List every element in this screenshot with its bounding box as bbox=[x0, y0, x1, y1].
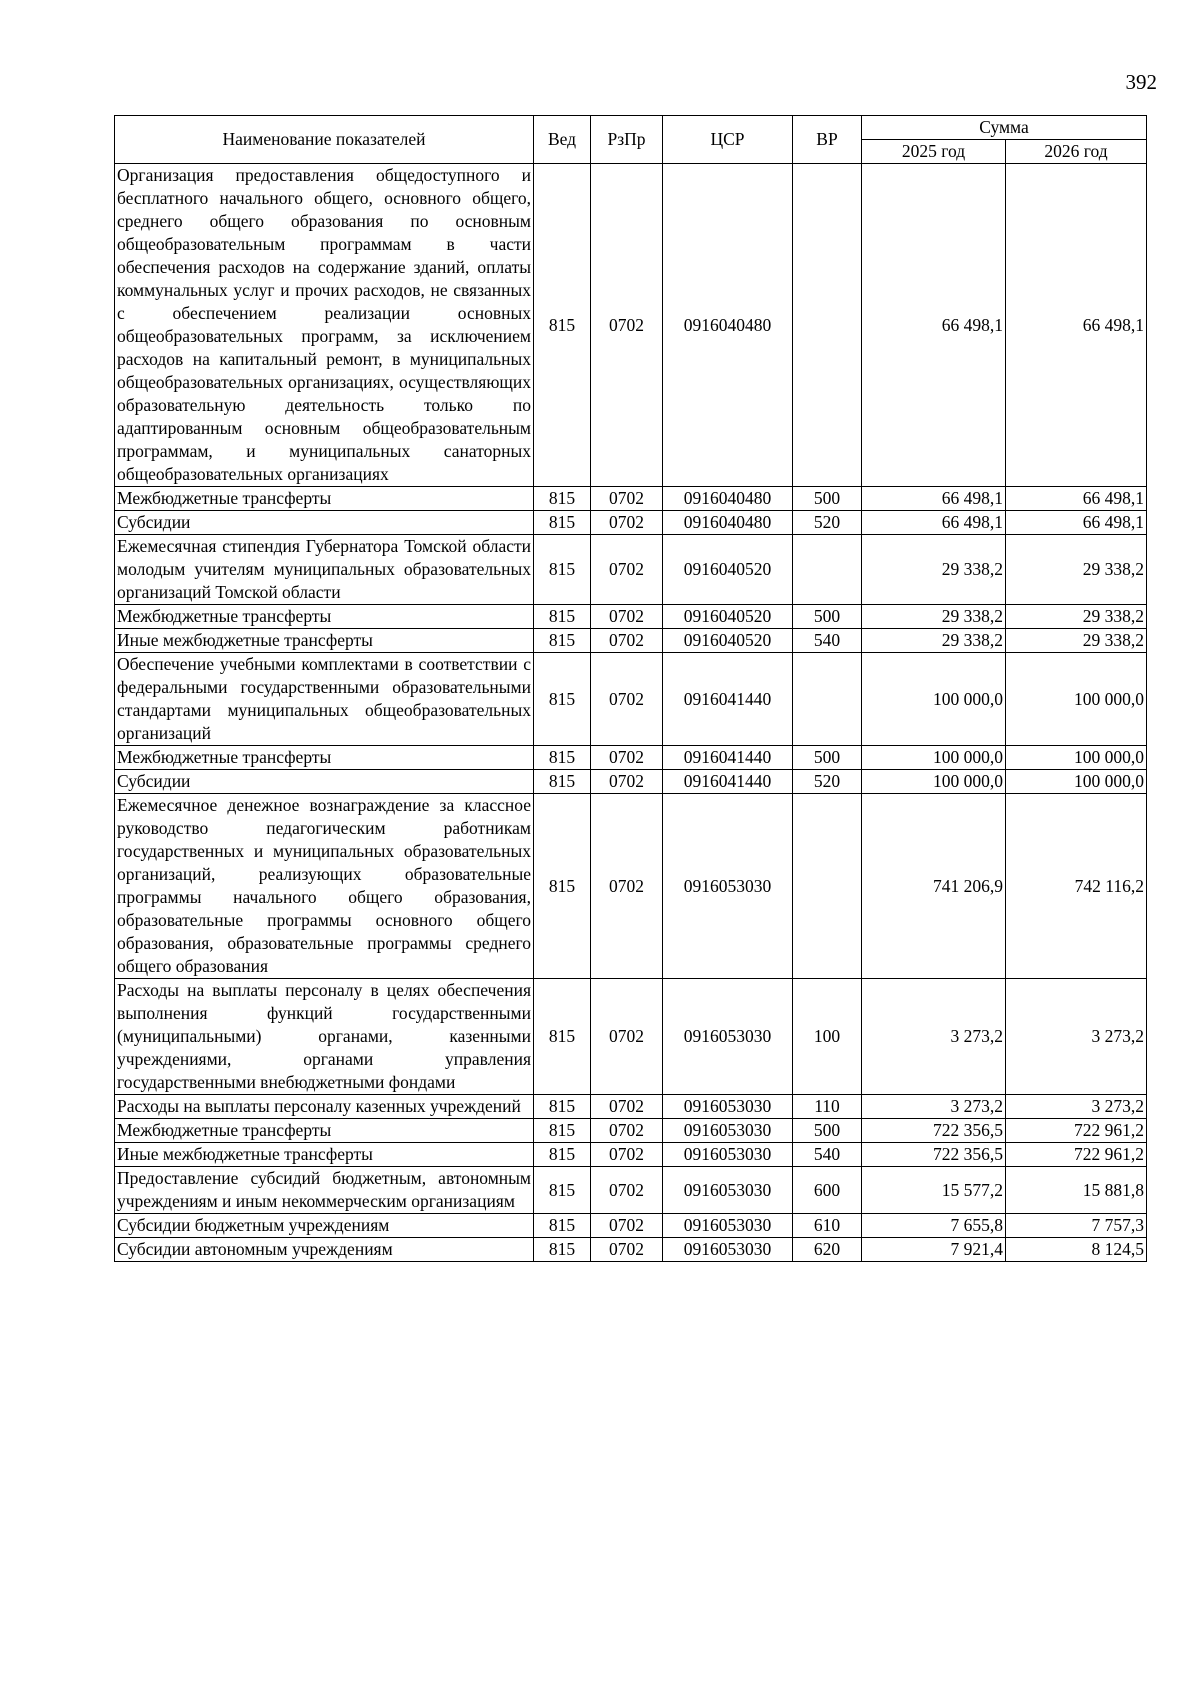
cell-csr: 0916053030 bbox=[663, 1095, 793, 1119]
cell-rzpr: 0702 bbox=[591, 1214, 663, 1238]
header-name: Наименование показателей bbox=[115, 116, 534, 164]
cell-vr: 620 bbox=[793, 1238, 862, 1262]
cell-rzpr: 0702 bbox=[591, 605, 663, 629]
cell-vr: 520 bbox=[793, 770, 862, 794]
cell-name: Межбюджетные трансферты bbox=[115, 746, 534, 770]
cell-name: Субсидии bbox=[115, 770, 534, 794]
table-row bbox=[115, 535, 1147, 605]
cell-vr: 540 bbox=[793, 1143, 862, 1167]
cell-rzpr: 0702 bbox=[591, 770, 663, 794]
cell-sum-2026: 8 124,5 bbox=[1006, 1238, 1147, 1262]
cell-ved: 815 bbox=[534, 770, 591, 794]
cell-csr: 0916053030 bbox=[663, 979, 793, 1095]
table-row bbox=[115, 653, 1147, 746]
cell-sum-2026: 100 000,0 bbox=[1006, 770, 1147, 794]
header-csr: ЦСР bbox=[663, 116, 793, 164]
cell-vr: 500 bbox=[793, 487, 862, 511]
cell-sum-2026: 29 338,2 bbox=[1006, 629, 1147, 653]
cell-sum-2026: 100 000,0 bbox=[1006, 653, 1147, 746]
cell-vr: 540 bbox=[793, 629, 862, 653]
cell-vr bbox=[793, 794, 862, 979]
table-row bbox=[115, 1167, 1147, 1214]
table-row bbox=[115, 511, 1147, 535]
cell-sum-2025: 100 000,0 bbox=[862, 770, 1006, 794]
cell-sum-2025: 7 921,4 bbox=[862, 1238, 1006, 1262]
cell-name: Межбюджетные трансферты bbox=[115, 487, 534, 511]
cell-name: Межбюджетные трансферты bbox=[115, 605, 534, 629]
cell-sum-2025: 15 577,2 bbox=[862, 1167, 1006, 1214]
cell-name: Иные межбюджетные трансферты bbox=[115, 1143, 534, 1167]
cell-rzpr: 0702 bbox=[591, 979, 663, 1095]
cell-sum-2025: 29 338,2 bbox=[862, 629, 1006, 653]
cell-vr: 110 bbox=[793, 1095, 862, 1119]
cell-sum-2026: 66 498,1 bbox=[1006, 487, 1147, 511]
cell-rzpr: 0702 bbox=[591, 746, 663, 770]
table-row bbox=[115, 629, 1147, 653]
table-row bbox=[115, 979, 1147, 1095]
table-row bbox=[115, 1238, 1147, 1262]
cell-vr: 500 bbox=[793, 1119, 862, 1143]
cell-csr: 0916053030 bbox=[663, 1167, 793, 1214]
cell-ved: 815 bbox=[534, 605, 591, 629]
header-year-2026: 2026 год bbox=[1006, 140, 1147, 164]
cell-sum-2025: 3 273,2 bbox=[862, 1095, 1006, 1119]
cell-name: Расходы на выплаты персоналу в целях обеспечения выполнения функций государственными (муниципальными) органами, казенными учреждениями, органами управления государственными внебюджетными фондами bbox=[115, 979, 534, 1095]
cell-sum-2025: 29 338,2 bbox=[862, 535, 1006, 605]
cell-sum-2025: 66 498,1 bbox=[862, 511, 1006, 535]
cell-ved: 815 bbox=[534, 979, 591, 1095]
cell-name: Организация предоставления общедоступного и бесплатного начального общего, основного общего, среднего общего образования по основным общеобразовательным программам в части обеспечения расходов на содержание зданий, оплаты коммунальных услуг и прочих расходов, не связанных с обеспечением реализации основных общеобразовательных программ, за исключением расходов на капитальный ремонт, в муниципальных общеобразовательных организациях, осуществляющих образовательную деятельность только по адаптированным основным общеобразовательным программам, и муниципальных санаторных общеобразовательных организациях bbox=[115, 164, 534, 487]
cell-name: Ежемесячное денежное вознаграждение за классное руководство педагогическим работникам государственных и муниципальных образовательных организаций, реализующих образовательные программы начального общего образования, образовательные программы основного общего образования, образовательные программы среднего общего образования bbox=[115, 794, 534, 979]
cell-csr: 0916040520 bbox=[663, 629, 793, 653]
cell-csr: 0916041440 bbox=[663, 770, 793, 794]
cell-sum-2026: 7 757,3 bbox=[1006, 1214, 1147, 1238]
cell-vr bbox=[793, 535, 862, 605]
cell-rzpr: 0702 bbox=[591, 794, 663, 979]
cell-ved: 815 bbox=[534, 1119, 591, 1143]
table-row bbox=[115, 1214, 1147, 1238]
cell-csr: 0916040520 bbox=[663, 605, 793, 629]
cell-sum-2025: 100 000,0 bbox=[862, 653, 1006, 746]
cell-rzpr: 0702 bbox=[591, 487, 663, 511]
budget-table bbox=[114, 115, 1147, 1262]
cell-ved: 815 bbox=[534, 535, 591, 605]
cell-sum-2025: 7 655,8 bbox=[862, 1214, 1006, 1238]
cell-csr: 0916053030 bbox=[663, 1238, 793, 1262]
cell-ved: 815 bbox=[534, 1095, 591, 1119]
cell-csr: 0916053030 bbox=[663, 1143, 793, 1167]
table-row bbox=[115, 794, 1147, 979]
cell-sum-2026: 722 961,2 bbox=[1006, 1119, 1147, 1143]
cell-sum-2025: 29 338,2 bbox=[862, 605, 1006, 629]
cell-csr: 0916053030 bbox=[663, 794, 793, 979]
header-ved: Вед bbox=[534, 116, 591, 164]
cell-csr: 0916040480 bbox=[663, 164, 793, 487]
cell-rzpr: 0702 bbox=[591, 1238, 663, 1262]
cell-name: Предоставление субсидий бюджетным, автономным учреждениям и иным некоммерческим организациям bbox=[115, 1167, 534, 1214]
cell-ved: 815 bbox=[534, 1167, 591, 1214]
cell-rzpr: 0702 bbox=[591, 1095, 663, 1119]
cell-vr: 520 bbox=[793, 511, 862, 535]
cell-ved: 815 bbox=[534, 164, 591, 487]
cell-sum-2026: 29 338,2 bbox=[1006, 535, 1147, 605]
cell-csr: 0916053030 bbox=[663, 1119, 793, 1143]
cell-rzpr: 0702 bbox=[591, 511, 663, 535]
cell-sum-2025: 722 356,5 bbox=[862, 1143, 1006, 1167]
cell-rzpr: 0702 bbox=[591, 1143, 663, 1167]
table-row bbox=[115, 605, 1147, 629]
cell-sum-2026: 3 273,2 bbox=[1006, 1095, 1147, 1119]
table-row bbox=[115, 1119, 1147, 1143]
cell-csr: 0916041440 bbox=[663, 746, 793, 770]
cell-name: Субсидии бюджетным учреждениям bbox=[115, 1214, 534, 1238]
page-number: 392 bbox=[1125, 70, 1157, 94]
cell-vr: 610 bbox=[793, 1214, 862, 1238]
cell-sum-2025: 3 273,2 bbox=[862, 979, 1006, 1095]
cell-csr: 0916053030 bbox=[663, 1214, 793, 1238]
cell-name: Ежемесячная стипендия Губернатора Томской области молодым учителям муниципальных образовательных организаций Томской области bbox=[115, 535, 534, 605]
cell-vr: 500 bbox=[793, 605, 862, 629]
cell-sum-2025: 66 498,1 bbox=[862, 487, 1006, 511]
cell-csr: 0916040480 bbox=[663, 487, 793, 511]
cell-name: Обеспечение учебными комплектами в соответствии с федеральными государственными образовательными стандартами муниципальных общеобразовательных организаций bbox=[115, 653, 534, 746]
cell-vr bbox=[793, 164, 862, 487]
cell-ved: 815 bbox=[534, 1238, 591, 1262]
table-row bbox=[115, 1143, 1147, 1167]
cell-sum-2025: 66 498,1 bbox=[862, 164, 1006, 487]
cell-vr bbox=[793, 653, 862, 746]
cell-rzpr: 0702 bbox=[591, 653, 663, 746]
cell-sum-2026: 66 498,1 bbox=[1006, 511, 1147, 535]
cell-name: Иные межбюджетные трансферты bbox=[115, 629, 534, 653]
cell-vr: 500 bbox=[793, 746, 862, 770]
cell-sum-2026: 742 116,2 bbox=[1006, 794, 1147, 979]
cell-ved: 815 bbox=[534, 794, 591, 979]
table-body bbox=[115, 164, 1147, 1262]
cell-vr: 600 bbox=[793, 1167, 862, 1214]
table-row bbox=[115, 164, 1147, 487]
header-rzpr: РзПр bbox=[591, 116, 663, 164]
cell-sum-2026: 3 273,2 bbox=[1006, 979, 1147, 1095]
cell-rzpr: 0702 bbox=[591, 629, 663, 653]
table-row bbox=[115, 1095, 1147, 1119]
cell-sum-2025: 722 356,5 bbox=[862, 1119, 1006, 1143]
table-header bbox=[115, 116, 1147, 164]
cell-sum-2025: 100 000,0 bbox=[862, 746, 1006, 770]
cell-name: Субсидии автономным учреждениям bbox=[115, 1238, 534, 1262]
cell-rzpr: 0702 bbox=[591, 1167, 663, 1214]
cell-sum-2026: 100 000,0 bbox=[1006, 746, 1147, 770]
cell-ved: 815 bbox=[534, 511, 591, 535]
table-row bbox=[115, 746, 1147, 770]
cell-sum-2026: 722 961,2 bbox=[1006, 1143, 1147, 1167]
table-row bbox=[115, 487, 1147, 511]
cell-csr: 0916041440 bbox=[663, 653, 793, 746]
header-vr: ВР bbox=[793, 116, 862, 164]
cell-name: Расходы на выплаты персоналу казенных учреждений bbox=[115, 1095, 534, 1119]
cell-sum-2025: 741 206,9 bbox=[862, 794, 1006, 979]
cell-sum-2026: 29 338,2 bbox=[1006, 605, 1147, 629]
cell-csr: 0916040480 bbox=[663, 511, 793, 535]
cell-name: Субсидии bbox=[115, 511, 534, 535]
table-row bbox=[115, 770, 1147, 794]
cell-rzpr: 0702 bbox=[591, 1119, 663, 1143]
cell-csr: 0916040520 bbox=[663, 535, 793, 605]
cell-ved: 815 bbox=[534, 487, 591, 511]
cell-ved: 815 bbox=[534, 1143, 591, 1167]
cell-ved: 815 bbox=[534, 653, 591, 746]
header-sum: Сумма bbox=[862, 116, 1147, 140]
cell-vr: 100 bbox=[793, 979, 862, 1095]
cell-sum-2026: 66 498,1 bbox=[1006, 164, 1147, 487]
cell-ved: 815 bbox=[534, 1214, 591, 1238]
cell-sum-2026: 15 881,8 bbox=[1006, 1167, 1147, 1214]
cell-ved: 815 bbox=[534, 746, 591, 770]
cell-rzpr: 0702 bbox=[591, 164, 663, 487]
header-year-2025: 2025 год bbox=[862, 140, 1006, 164]
cell-rzpr: 0702 bbox=[591, 535, 663, 605]
cell-ved: 815 bbox=[534, 629, 591, 653]
cell-name: Межбюджетные трансферты bbox=[115, 1119, 534, 1143]
